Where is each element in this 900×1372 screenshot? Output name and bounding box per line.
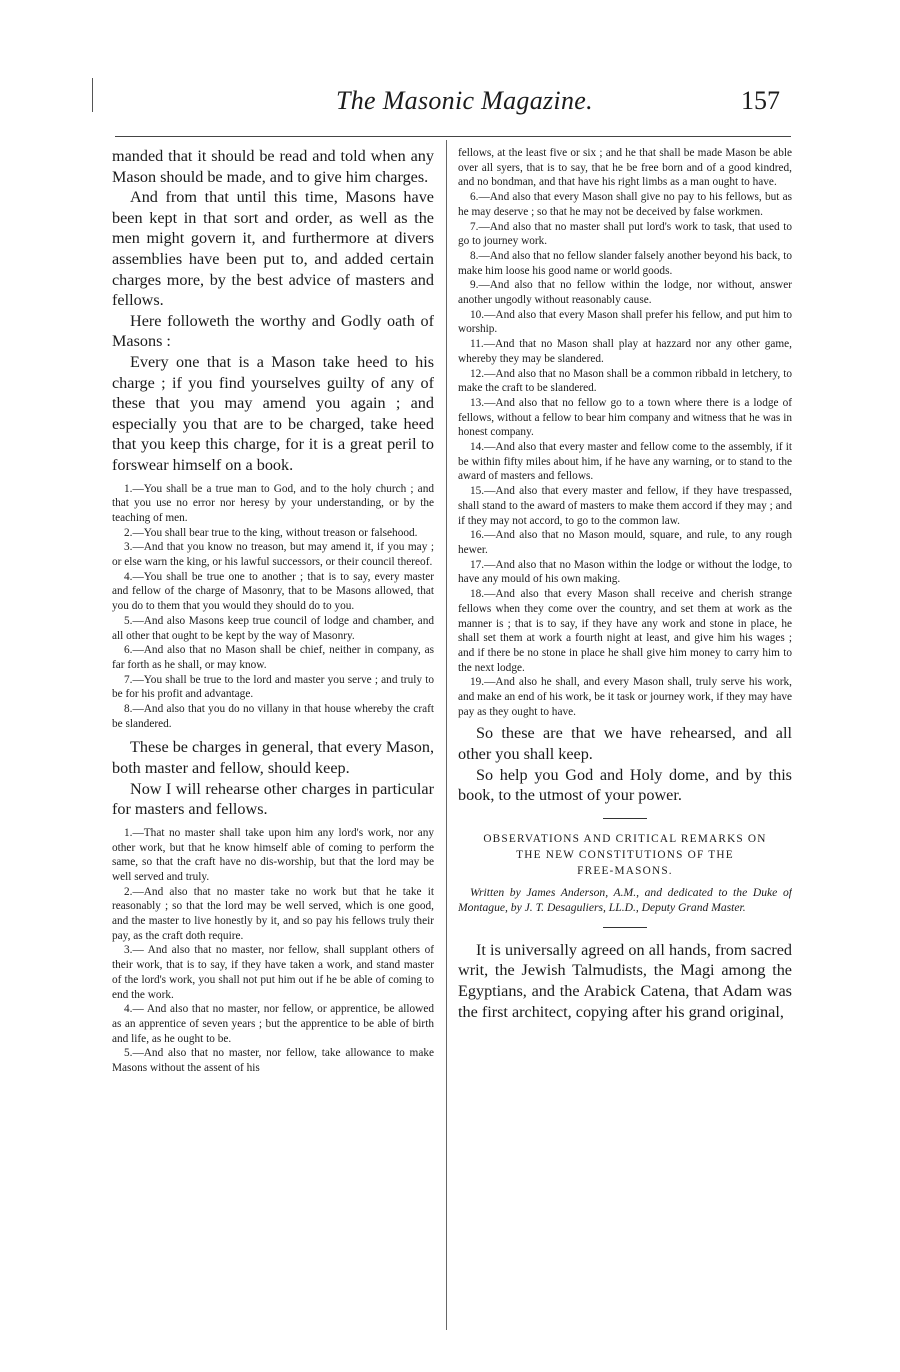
charge-item: 19.—And also he shall, and every Mason shall, truly serve his work, and make an end of his work, be it task or journey work, if they may have pay as they ought to have. [458,676,792,718]
charge-item: 10.—And also that every Mason shall prefer his fellow, and put him to worship. [458,308,792,336]
charge-item: 16.—And also that no Mason mould, square, and rule, to any rough hewer. [458,529,792,556]
body-paragraph: Here followeth the worthy and Godly oath of Masons : [112,311,434,351]
body-paragraph: manded that it should be read and told when any Mason should be made, and to give him charges. [112,147,434,186]
charge-item: 3.—And that you know no treason, but may amend it, if you may ; or else warn the king, or his lawful successors, or their council thereof. [112,541,434,569]
general-charges-list [112,482,434,732]
charge-item: 6.—And also that no Mason shall be chief, neither in company, as far forth as he shall, or may know. [112,644,434,671]
section-rule [603,818,647,819]
page-number: 157 [741,86,780,115]
header-rule [115,136,791,137]
section-rule [603,927,647,928]
charge-item: 8.—And also that no fellow slander falsely another beyond his back, to make him loose his good name or world goods. [458,249,792,277]
column-divider [446,140,447,1330]
body-paragraph: Now I will rehearse other charges in particular for masters and fellows. [112,779,434,819]
closing-paragraph: So help you God and Holy dome, and by this book, to the utmost of your power. [458,765,792,805]
body-paragraph: And from that until this time, Masons have been kept in that sort and order, as well as the men might govern it, and furthermore at divers assemblies have been put to, and added certain charges more, by the best advice of masters and fellows. [112,188,434,310]
charge-item: 5.—And also Masons keep true council of lodge and chamber, and all other that ought to be kept by the way of Masonry. [112,614,434,642]
left-column [112,146,434,1076]
page-header-title: The Masonic Magazine. [336,86,593,115]
charge-item: 1.—That no master shall take upon him any lord's work, nor any other work, but that he know himself able of coming to perform the same, so that the craft have no dis-worship, but that the lord may be well served and truly. [112,826,434,883]
particular-charges-list [112,826,434,1076]
charge-item: 14.—And also that every master and fellow come to the assembly, if it be within fifty miles about him, if he have any warning, or to stand to the award of masters and fellows. [458,441,792,483]
charge-item: 3.— And also that no master, nor fellow, shall supplant others of their work, that is to say, if they have taken a work, and stand master of the lord's work, you shall not put him out if he be able of coming to end the work. [112,944,434,1001]
section-byline: Written by James Anderson, A.M., and dedicated to the Duke of Montague, by J. T. Desaguliers, LL.D., Deputy Grand Master. [458,885,792,914]
charge-item: 7.—And also that no master shall put lord's work to task, that used to go to journey work. [458,220,792,248]
charge-item: 12.—And also that no Mason shall be a common ribbald in letchery, to make the craft to be slandered. [458,367,792,395]
body-paragraph: These be charges in general, that every Mason, both master and fellow, should keep. [112,738,434,778]
closing-paragraph: So these are that we have rehearsed, and all other you shall keep. [458,724,792,764]
body-paragraph: Every one that is a Mason take heed to his charge ; if you find yourselves guilty of any of these that you may amend you again ; and especially you that are to be charged, take heed that you keep this charge, for it is a great peril to forswear himself on a book. [112,352,434,474]
charge-item: 4.—You shall be true one to another ; that is to say, every master and fellow of the charge of Masonry, that to be Masons allowed, that you do to them that you would they should do to you. [112,570,434,613]
charge-item: 11.—And that no Mason shall play at hazzard nor any other game, whereby they may be slandered. [458,338,792,365]
charge-item: 2.—You shall bear true to the king, without treason or falsehood. [124,526,418,539]
section-heading: THE NEW CONSTITUTIONS OF THE [516,848,734,861]
section-heading: FREE-MASONS. [577,864,673,877]
charge-item: 18.—And also that every Mason shall receive and cherish strange fellows when they come over the country, and set them at work as the manner is ; that is to say, if they have any work and stone in place, he shall set them at work a fourth night at least, and give him his wages ; and if there be no stone in place he shall give him money to carry him to the next lodge. [458,588,792,674]
charge-item: 4.— And also that no master, nor fellow, or apprentice, be allowed as an apprentice of seven years ; but the apprentice to be able of birth and life, as he ought to be. [112,1003,434,1045]
charge-item: 6.—And also that every Mason shall give no pay to his fellows, but as he may deserve ; so that he may not be deceived by false workmen. [458,191,792,218]
charge-continuation: fellows, at the least five or six ; and he that shall be made Mason be able over all syers, that is to say, that he be free born and of a good kindred, and no bondman, and that have his right limbs as a man ought to have. [458,147,792,189]
right-column [458,146,792,1022]
charge-item: 1.—You shall be a true man to God, and to the holy church ; and that you use no error nor heresy by your understanding, or by the teaching of men. [112,482,434,524]
charge-item: 2.—And also that no master take no work but that he take it reasonably ; so that the lord may be well served, which is one good, and the master to live honestly by it, and so pay his fellows truly their pay, as the craft doth require. [112,885,434,942]
charge-item: 17.—And also that no Mason within the lodge or without the lodge, to have any mould of his own making. [458,558,792,586]
charge-item: 7.—You shall be true to the lord and master you serve ; and truly to be for his profit and advantage. [112,673,434,701]
charge-item: 9.—And also that no fellow within the lodge, nor without, answer another ungodly without reasonably cause. [458,279,792,307]
charge-item: 13.—And also that no fellow go to a town where there is a lodge of fellows, without a fellow to bear him company and witness that he was in honest company. [458,396,792,439]
charge-item: 5.—And also that no master, nor fellow, take allowance to make Masons without the assent of his [112,1047,434,1075]
charge-item: 8.—And also that you do no villany in that house whereby the craft be slandered. [112,703,434,730]
body-paragraph: It is universally agreed on all hands, from sacred writ, the Jewish Talmudists, the Magi among the Egyptians, and the Arabick Catena, that Adam was the first architect, copying after his grand original, [458,940,792,1021]
section-heading: OBSERVATIONS AND CRITICAL REMARKS ON [483,832,767,845]
margin-mark [92,78,93,112]
charge-item: 15.—And also that every master and fellow, if they have trespassed, shall stand to the award of masters to make them accord if they may ; and if they may not accord, to go to the common law. [458,485,792,527]
